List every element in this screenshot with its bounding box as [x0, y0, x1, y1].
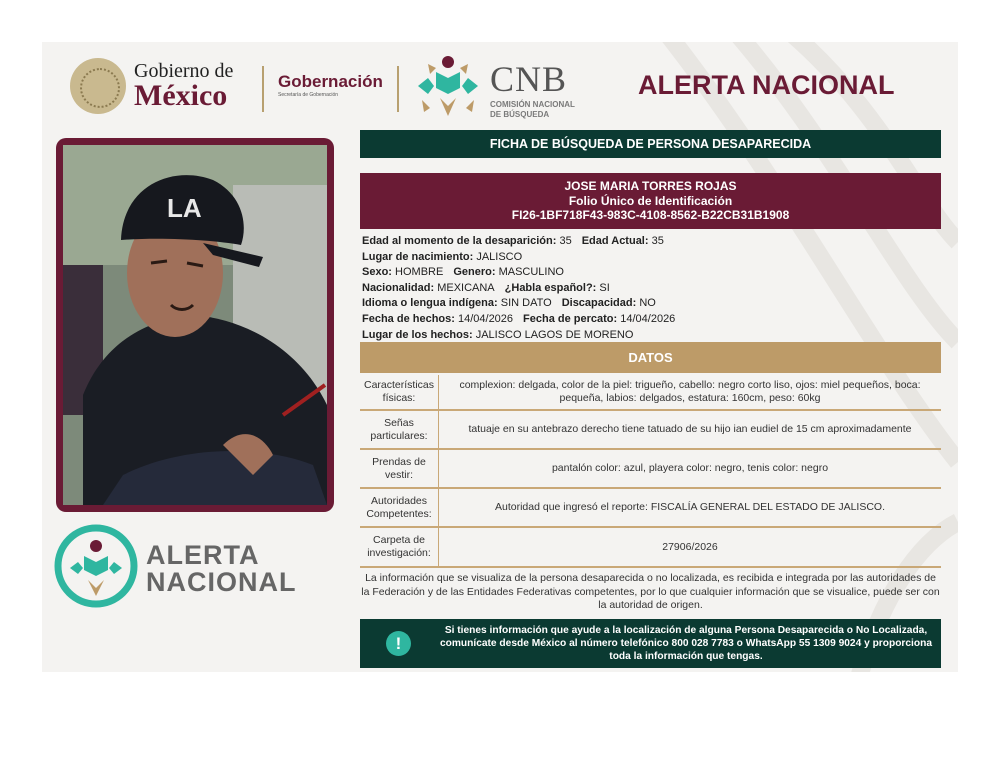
gobernacion-subtext: Secretaría de Gobernación: [278, 92, 339, 98]
divider: [397, 66, 399, 112]
table-row: [360, 375, 941, 411]
disclaimer-text: La información que se visualiza de la persona desaparecida o no localizada, es recibida e integrada por las autoridades de la Federación y de las Entidades Federativas competentes, por lo que cualquier información que se visualice, puede ser con la autoridad de origen.: [361, 572, 940, 611]
ficha-title: FICHA DE BÚSQUEDA DE PERSONA DESAPARECIDA: [360, 130, 941, 158]
row-label: Prendas de vestir:: [360, 450, 439, 487]
exclamation-icon: !: [386, 631, 411, 656]
row-value: complexion: delgada, color de la piel: trigueño, cabello: negro corto liso, ojos: miel pequeños, boca: pequeña, labios: delgados, estatura: 160cm, peso: 60kg: [459, 379, 921, 404]
info-label: Fecha de hechos:: [362, 312, 455, 325]
info-label: Genero:: [453, 266, 496, 279]
row-value: tatuaje en su antebrazo derecho tiene tatuado de su hijo ian eudiel de 15 cm aproximadamente: [468, 423, 912, 435]
info-label: Fecha de percato:: [523, 312, 618, 325]
info-label: Nacionalidad:: [362, 281, 435, 294]
seal-icon: [70, 58, 126, 114]
table-row: [360, 450, 941, 489]
person-photo-frame: [56, 138, 334, 512]
info-label: Lugar de los hechos:: [362, 328, 473, 341]
person-info: [362, 234, 675, 343]
gobierno-logo: [70, 58, 233, 114]
table-row: [360, 528, 941, 568]
info-label: Edad al momento de la desaparición:: [362, 235, 557, 247]
person-photo: [63, 145, 327, 505]
folio-value: FI26-1BF718F43-983C-4108-8562-B22CB31B1908: [511, 208, 790, 222]
help-text: Si tienes información que ayude a la localización de alguna Persona Desaparecida o No Localizada, comunícate desde México al número telefónico 800 028 7783 o WhatsApp 55 1309 9024 y proporciona toda la información que tengas.: [439, 625, 932, 662]
info-value: JALISCO: [476, 250, 523, 263]
info-value: SI: [599, 281, 610, 294]
row-value: Autoridad que ingresó el reporte: FISCALÍA GENERAL DEL ESTADO DE JALISCO.: [494, 501, 886, 513]
table-row: [360, 489, 941, 528]
info-value: MEXICANA: [437, 281, 495, 294]
info-value: SIN DATO: [500, 297, 552, 310]
info-label: ¿Habla español?:: [504, 281, 597, 294]
row-value: pantalón color: azul, playera color: negro, tenis color: negro: [551, 462, 829, 474]
info-label: Lugar de nacimiento:: [362, 250, 474, 263]
info-value: MASCULINO: [498, 266, 564, 279]
cnb-sub2: DE BÚSQUEDA: [490, 110, 550, 119]
alerta-nacional-logo-text: [146, 542, 297, 596]
info-value: 35: [651, 235, 664, 247]
alert-sheet: [42, 42, 958, 672]
info-value: 14/04/2026: [620, 312, 676, 325]
cnb-title: CNB: [490, 59, 568, 99]
logo-line1: ALERTA: [146, 540, 260, 570]
info-label: Discapacidad:: [561, 297, 637, 310]
table-row: [360, 411, 941, 450]
person-name: JOSE MARIA TORRES ROJAS: [564, 179, 737, 193]
cnb-logo-text: [490, 58, 575, 120]
info-label: Idioma o lengua indígena:: [362, 297, 498, 310]
cnb-emblem-icon: [410, 48, 486, 129]
info-label: Sexo:: [362, 266, 392, 279]
alerta-nacional-emblem-icon: [54, 524, 138, 613]
datos-title: DATOS: [360, 342, 941, 373]
person-header: [360, 173, 941, 229]
row-label: Autoridades Competentes:: [360, 489, 439, 526]
alerta-nacional-title: ALERTA NACIONAL: [638, 70, 895, 100]
row-label: Carpeta de investigación:: [360, 528, 439, 566]
info-value: JALISCO LAGOS DE MORENO: [475, 328, 634, 341]
info-value: 35: [559, 235, 572, 247]
info-value: NO: [639, 297, 656, 310]
help-banner: [360, 619, 941, 668]
row-label: Características físicas:: [360, 375, 439, 409]
header: [42, 42, 958, 130]
divider: [262, 66, 264, 112]
gobierno-line1: Gobierno de: [134, 60, 234, 82]
gobernacion-text: Gobernación: [278, 72, 383, 91]
logo-line2: NACIONAL: [146, 567, 297, 597]
row-value: 27906/2026: [662, 540, 718, 553]
info-value: HOMBRE: [395, 266, 444, 279]
row-label: Señas particulares:: [360, 411, 439, 448]
gobernacion-logo: [278, 72, 383, 98]
cnb-sub1: COMISIÓN NACIONAL: [490, 100, 575, 109]
info-label: Edad Actual:: [581, 235, 649, 247]
info-value: 14/04/2026: [457, 312, 514, 325]
folio-label: Folio Único de Identificación: [568, 193, 733, 208]
gobierno-line2: México: [134, 79, 228, 112]
datos-table: [360, 375, 941, 568]
svg-text:LA: LA: [167, 193, 202, 223]
